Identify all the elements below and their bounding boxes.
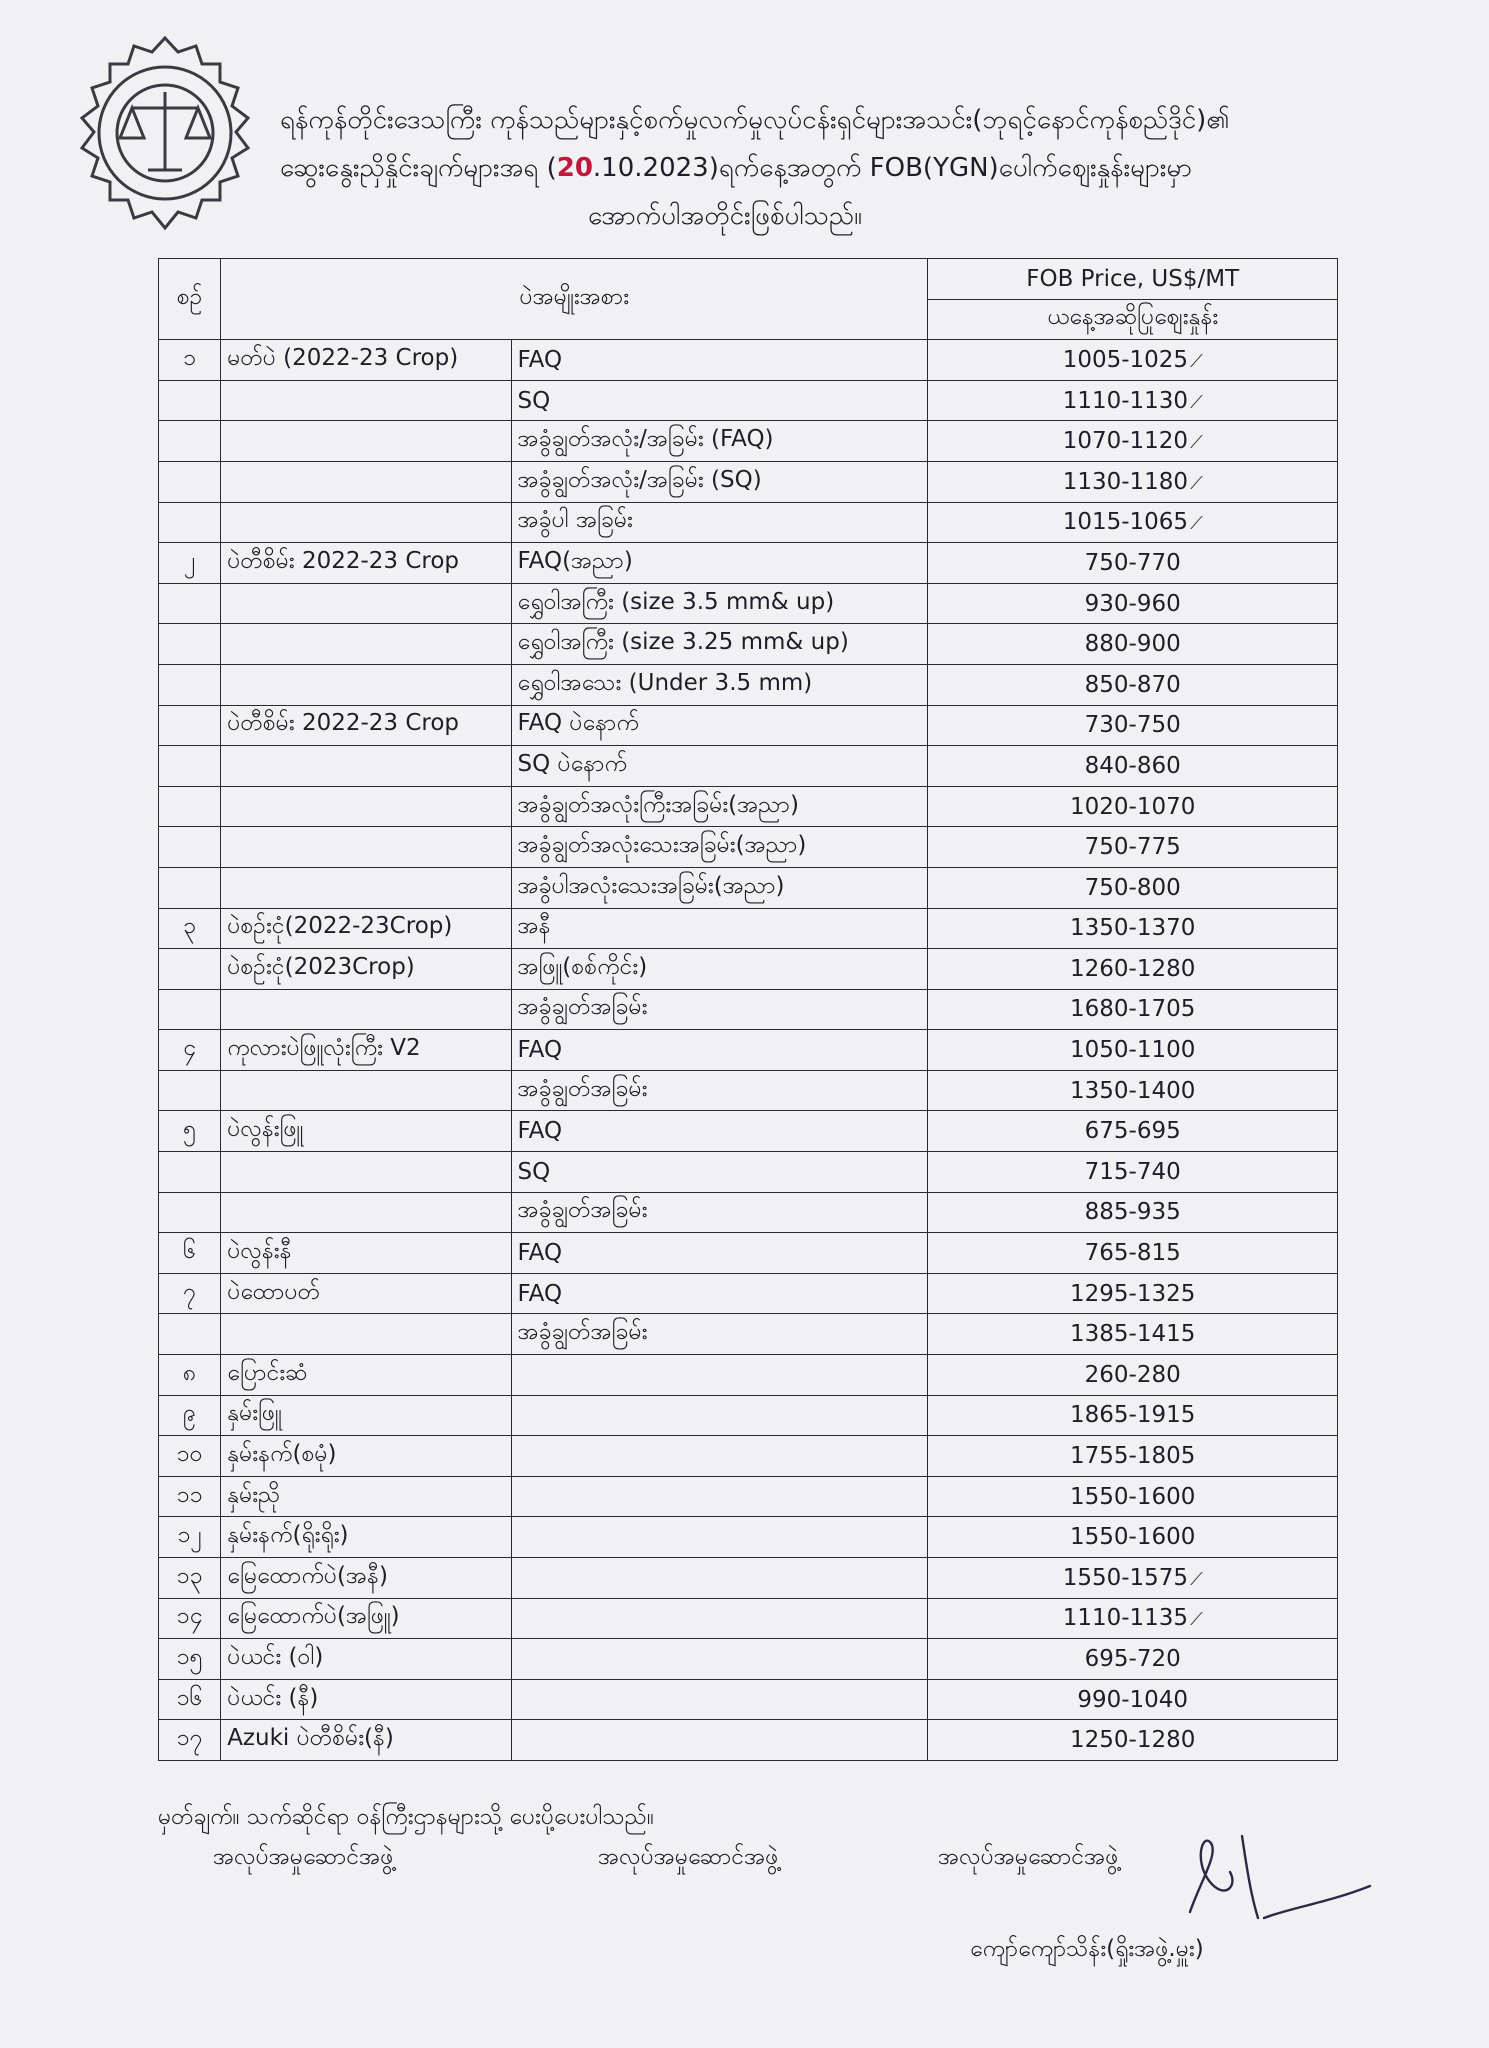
row-item (221, 867, 511, 908)
row-number (159, 1355, 221, 1396)
row-price (928, 380, 1338, 421)
row-item (221, 1598, 511, 1639)
heading-line-2 (280, 144, 1360, 192)
row-item (221, 1395, 511, 1436)
row-grade-text: SQ ပဲနောက် (517, 750, 628, 777)
table-row (159, 1395, 1338, 1436)
row-price-text: 765-815 (1084, 1240, 1181, 1267)
table-row (159, 1314, 1338, 1355)
row-item (221, 1152, 511, 1193)
row-price-text: 840-860 (1084, 752, 1181, 779)
signatory-committee-1: အလုပ်အမှုဆောင်အဖွဲ့ (213, 1844, 394, 1870)
table-row (159, 949, 1338, 990)
row-item (221, 1030, 511, 1071)
table-row (159, 624, 1338, 665)
table-row (159, 583, 1338, 624)
table-row (159, 827, 1338, 868)
row-price (928, 1314, 1338, 1355)
row-item-text: နှမ်းနက်(စမုံ) (227, 1441, 337, 1468)
row-price (928, 502, 1338, 543)
row-number-text: ၁၃ (176, 1562, 203, 1589)
row-price (928, 1192, 1338, 1233)
row-price (928, 1720, 1338, 1761)
row-number (159, 1517, 221, 1558)
row-price (928, 989, 1338, 1030)
table-row (159, 1720, 1338, 1761)
row-item-text: ပဲတီစိမ်း 2022-23 Crop (227, 547, 460, 574)
row-price (928, 1436, 1338, 1477)
row-grade (511, 1355, 928, 1396)
row-price-text: 990-1040 (1077, 1686, 1189, 1713)
row-grade (511, 1273, 928, 1314)
row-grade (511, 1111, 928, 1152)
row-price-text: 1260-1280 (1070, 955, 1196, 982)
heading-line-2-prefix: ဆွေးနွေးညှိနှိုင်းချက်များအရ ( (280, 153, 557, 183)
row-item (221, 786, 511, 827)
row-item (221, 908, 511, 949)
row-grade-text: အနီ (517, 913, 551, 940)
row-grade (511, 1679, 928, 1720)
row-price (928, 1558, 1338, 1599)
row-price (928, 1030, 1338, 1071)
row-number (159, 1233, 221, 1274)
row-price (928, 1395, 1338, 1436)
table-row (159, 1598, 1338, 1639)
table-row (159, 543, 1338, 584)
row-price (928, 1598, 1338, 1639)
table-header-row (159, 259, 1338, 300)
check-tick-icon: ⟋ (1190, 513, 1203, 535)
row-grade-text: FAQ (517, 346, 563, 373)
row-item (221, 421, 511, 462)
row-price-text: 1550-1600 (1070, 1524, 1196, 1551)
row-price (928, 1233, 1338, 1274)
row-grade (511, 1598, 928, 1639)
row-number-text: ၁၆ (176, 1684, 203, 1711)
row-item-text: နှမ်းနက်(ရိုးရိုး) (227, 1522, 349, 1549)
row-grade (511, 1314, 928, 1355)
row-price-text: 1350-1370 (1070, 915, 1196, 942)
row-item (221, 949, 511, 990)
row-price-text: 1350-1400 (1070, 1077, 1196, 1104)
row-item-text: ကုလားပဲဖြူလုံးကြီး V2 (227, 1035, 421, 1062)
document-heading (280, 96, 1360, 240)
row-price-text: 750-775 (1084, 834, 1181, 861)
row-grade-text: FAQ (517, 1118, 563, 1145)
row-price (928, 746, 1338, 787)
row-price-text: 1130-1180 (1062, 468, 1189, 495)
row-number (159, 1273, 221, 1314)
row-grade (511, 989, 928, 1030)
row-number (159, 421, 221, 462)
row-item (221, 1436, 511, 1477)
row-price (928, 624, 1338, 665)
row-price-text: 1295-1325 (1070, 1280, 1196, 1307)
row-item-text: ပဲစဉ်းငုံ(2022-23Crop) (227, 913, 453, 940)
signatory-committee-2: အလုပ်အမှုဆောင်အဖွဲ့ (598, 1844, 779, 1870)
row-number-text: ၁၂ (177, 1522, 202, 1549)
row-number (159, 1720, 221, 1761)
row-price (928, 664, 1338, 705)
row-price (928, 1517, 1338, 1558)
row-number-text: ၄ (183, 1035, 197, 1062)
table-row (159, 340, 1338, 381)
row-item-text: ပြောင်းဆံ (227, 1359, 308, 1386)
row-number-text: ၁၅ (176, 1643, 203, 1670)
table-row (159, 1639, 1338, 1680)
row-grade (511, 746, 928, 787)
row-number (159, 502, 221, 543)
row-item (221, 1192, 511, 1233)
row-number (159, 908, 221, 949)
row-price (928, 949, 1338, 990)
row-grade (511, 1720, 928, 1761)
row-price (928, 583, 1338, 624)
row-grade (511, 543, 928, 584)
row-grade (511, 340, 928, 381)
row-price-text: 1110-1135 (1062, 1605, 1189, 1632)
row-item-text: မြေထောက်ပဲ(အနီ) (227, 1562, 388, 1589)
row-grade (511, 1030, 928, 1071)
row-price (928, 1070, 1338, 1111)
row-item (221, 543, 511, 584)
row-item (221, 1111, 511, 1152)
table-row (159, 1436, 1338, 1477)
row-item (221, 1233, 511, 1274)
row-grade-text: အခွံချွတ်အလုံးသေးအခြမ်း(အညာ) (517, 832, 807, 859)
row-grade-text: SQ (517, 1158, 551, 1185)
row-number-text: ၃ (183, 913, 197, 940)
row-price (928, 421, 1338, 462)
row-grade-text: FAQ (517, 1240, 563, 1267)
row-item (221, 1517, 511, 1558)
row-price-text: 1050-1100 (1070, 1037, 1196, 1064)
row-price (928, 1679, 1338, 1720)
col-header-no: စဉ် (159, 259, 221, 340)
check-tick-icon: ⟋ (1190, 391, 1203, 413)
row-item (221, 1314, 511, 1355)
table-row (159, 1192, 1338, 1233)
row-number-text: ၅ (183, 1116, 197, 1143)
row-number (159, 1152, 221, 1193)
row-price (928, 1273, 1338, 1314)
row-grade (511, 1476, 928, 1517)
row-number-text: ၁၄ (176, 1603, 203, 1630)
row-number (159, 1558, 221, 1599)
row-number (159, 746, 221, 787)
table-row (159, 1070, 1338, 1111)
table-row (159, 1152, 1338, 1193)
row-item-text: ပဲလွန်းနီ (227, 1238, 292, 1265)
row-price-text: 885-935 (1084, 1199, 1181, 1226)
row-item-text: ပဲယင်း (နီ) (227, 1684, 319, 1711)
row-item (221, 461, 511, 502)
row-number (159, 583, 221, 624)
row-price-text: 1250-1280 (1070, 1727, 1196, 1754)
row-grade (511, 1192, 928, 1233)
col-header-price-sub: ယနေ့အဆိုပြုဈေးနှုန်း (928, 299, 1338, 340)
row-price-text: 1110-1130 (1062, 387, 1189, 414)
row-number (159, 1639, 221, 1680)
table-row (159, 421, 1338, 462)
association-seal-icon (60, 30, 270, 240)
row-number (159, 1030, 221, 1071)
row-price-text: 260-280 (1084, 1361, 1181, 1388)
row-price-text: 1020-1070 (1070, 793, 1196, 820)
row-price (928, 908, 1338, 949)
row-grade-text: အခွံချွတ်အခြမ်း (517, 1075, 648, 1102)
row-price-text: 1550-1600 (1070, 1483, 1196, 1510)
row-grade (511, 1152, 928, 1193)
price-table (158, 258, 1338, 1761)
row-grade (511, 583, 928, 624)
row-price-text: 1865-1915 (1070, 1402, 1196, 1429)
chairman-name: ကျော်ကျော်သိန်း(ရှိုးအဖွဲ့.မှူး) (970, 1936, 1204, 1962)
signatory-committee-3: အလုပ်အမှုဆောင်အဖွဲ့ (938, 1844, 1119, 1870)
row-price (928, 461, 1338, 502)
table-row (159, 461, 1338, 502)
table-row (159, 1233, 1338, 1274)
row-number (159, 867, 221, 908)
row-price-text: 930-960 (1084, 590, 1181, 617)
row-item (221, 340, 511, 381)
table-row (159, 1517, 1338, 1558)
row-grade (511, 1558, 928, 1599)
row-grade-text: FAQ (517, 1280, 563, 1307)
row-number (159, 1679, 221, 1720)
row-item (221, 1639, 511, 1680)
row-grade-text: အခွံချွတ်အလုံး/အခြမ်း (SQ) (517, 466, 762, 493)
check-tick-icon: ⟋ (1190, 472, 1203, 494)
row-grade-text: FAQ(အညာ) (517, 547, 633, 574)
row-item-text: နှမ်းဖြူ (227, 1400, 282, 1427)
heading-date-mark: 20 (556, 153, 593, 183)
row-grade (511, 1233, 928, 1274)
row-number-text: ၁ (183, 344, 197, 371)
row-grade-text: ရွှေဝါအကြီး (size 3.5 mm& up) (517, 588, 835, 615)
row-number (159, 543, 221, 584)
row-number (159, 1598, 221, 1639)
row-price (928, 827, 1338, 868)
row-price-text: 1550-1575 (1062, 1564, 1189, 1591)
row-number (159, 461, 221, 502)
row-price (928, 1355, 1338, 1396)
row-grade-text: အခွံပါအလုံးသေးအခြမ်း(အညာ) (517, 872, 785, 899)
row-number (159, 949, 221, 990)
row-price (928, 1152, 1338, 1193)
row-number (159, 786, 221, 827)
row-price-text: 750-800 (1084, 874, 1181, 901)
row-number (159, 1395, 221, 1436)
row-item (221, 746, 511, 787)
row-price (928, 867, 1338, 908)
row-item (221, 1070, 511, 1111)
col-header-price: FOB Price, US$/MT (928, 259, 1338, 300)
row-number-text: ၁၁ (176, 1481, 203, 1508)
row-grade (511, 421, 928, 462)
row-grade (511, 502, 928, 543)
col-header-item: ပဲအမျိုးအစား (221, 259, 928, 340)
row-grade-text: အခွံချွတ်အခြမ်း (517, 994, 648, 1021)
row-price-text: 1005-1025 (1062, 346, 1189, 373)
row-item-text: ပဲယင်း (ဝါ) (227, 1643, 324, 1670)
row-grade (511, 1517, 928, 1558)
row-price-text: 850-870 (1084, 671, 1181, 698)
row-grade (511, 705, 928, 746)
row-grade-text: SQ (517, 387, 551, 414)
table-row (159, 1679, 1338, 1720)
table-row (159, 746, 1338, 787)
row-item (221, 1558, 511, 1599)
row-number (159, 380, 221, 421)
table-row (159, 380, 1338, 421)
row-item-text: မတ်ပဲ (2022-23 Crop) (227, 344, 459, 371)
row-grade-text: အခွံပါ အခြမ်း (517, 507, 633, 534)
row-price-text: 675-695 (1084, 1118, 1181, 1145)
row-item (221, 989, 511, 1030)
row-number (159, 1070, 221, 1111)
row-price-text: 1070-1120 (1062, 428, 1189, 455)
row-item (221, 664, 511, 705)
price-table-body (159, 340, 1338, 1761)
row-item-text: ပဲတီစိမ်း 2022-23 Crop (227, 710, 460, 737)
row-grade-text: အခွံချွတ်အခြမ်း (517, 1197, 648, 1224)
row-price-text: 1015-1065 (1062, 509, 1189, 536)
row-number-text: ၉ (183, 1400, 197, 1427)
row-item (221, 1273, 511, 1314)
row-number (159, 664, 221, 705)
row-item (221, 827, 511, 868)
row-number (159, 989, 221, 1030)
row-number (159, 1111, 221, 1152)
row-item (221, 583, 511, 624)
row-price-text: 750-770 (1084, 549, 1181, 576)
row-grade-text: အဖြူ(စစ်ကိုင်း) (517, 953, 648, 980)
row-item-text: ပဲလွန်းဖြူ (227, 1116, 304, 1143)
row-number (159, 1314, 221, 1355)
row-number-text: ၈ (183, 1359, 197, 1386)
row-price-text: 695-720 (1084, 1645, 1181, 1672)
row-price (928, 786, 1338, 827)
row-number (159, 1192, 221, 1233)
row-price (928, 705, 1338, 746)
row-price (928, 1476, 1338, 1517)
row-grade (511, 1395, 928, 1436)
row-item (221, 1720, 511, 1761)
footer-note: မှတ်ချက်။ သက်ဆိုင်ရာ ဝန်ကြီးဌာနများသို့ ပေးပို့ပေးပါသည်။ (158, 1804, 654, 1830)
row-grade (511, 1070, 928, 1111)
row-grade (511, 827, 928, 868)
check-tick-icon: ⟋ (1190, 1609, 1203, 1631)
row-item-text: ပဲစဉ်းငုံ(2023Crop) (227, 953, 415, 980)
table-row (159, 1476, 1338, 1517)
heading-line-2-suffix: .10.2023)ရက်နေ့အတွက် FOB(YGN)ပေါက်ဈေးနှုန်းများမှာ (592, 153, 1192, 183)
row-price (928, 1111, 1338, 1152)
row-item (221, 1476, 511, 1517)
table-row (159, 1273, 1338, 1314)
row-item-text: နှမ်းညို (227, 1481, 281, 1508)
row-grade (511, 908, 928, 949)
heading-line-3: အောက်ပါအတိုင်းဖြစ်ပါသည်။ (588, 201, 862, 231)
row-number (159, 827, 221, 868)
row-price-text: 730-750 (1084, 712, 1181, 739)
row-grade (511, 1436, 928, 1477)
table-row (159, 1111, 1338, 1152)
table-row (159, 1355, 1338, 1396)
check-tick-icon: ⟋ (1190, 350, 1203, 372)
table-row (159, 989, 1338, 1030)
row-grade (511, 867, 928, 908)
handwritten-signature-icon (1180, 1822, 1380, 1932)
table-row (159, 705, 1338, 746)
row-price-text: 880-900 (1084, 631, 1181, 658)
row-number-text: ၇ (183, 1278, 197, 1305)
row-item-text: Azuki ပဲတီစိမ်း(နီ) (227, 1725, 394, 1752)
row-grade (511, 664, 928, 705)
row-grade-text: FAQ (517, 1037, 563, 1064)
row-price-text: 715-740 (1084, 1158, 1181, 1185)
row-grade-text: အခွံချွတ်အလုံးကြီးအခြမ်း(အညာ) (517, 791, 799, 818)
row-grade-text: အခွံချွတ်အလုံး/အခြမ်း (FAQ) (517, 426, 774, 453)
row-number-text: ၆ (183, 1238, 197, 1265)
check-tick-icon: ⟋ (1190, 1568, 1203, 1590)
row-grade (511, 624, 928, 665)
row-number (159, 340, 221, 381)
table-row (159, 502, 1338, 543)
table-row (159, 908, 1338, 949)
row-price (928, 340, 1338, 381)
row-number-text: ၁၀ (176, 1441, 203, 1468)
row-item-text: မြေထောက်ပဲ(အဖြူ) (227, 1603, 400, 1630)
row-price-text: 1385-1415 (1070, 1321, 1196, 1348)
row-grade (511, 786, 928, 827)
row-item-text: ပဲထောပတ် (227, 1278, 321, 1305)
row-item (221, 502, 511, 543)
row-number (159, 624, 221, 665)
row-price-text: 1680-1705 (1070, 996, 1196, 1023)
row-price (928, 543, 1338, 584)
row-number (159, 705, 221, 746)
row-price (928, 1639, 1338, 1680)
row-item (221, 1679, 511, 1720)
row-item (221, 380, 511, 421)
row-grade (511, 380, 928, 421)
row-item (221, 1355, 511, 1396)
row-number-text: ၂ (183, 547, 196, 574)
row-item (221, 624, 511, 665)
row-grade-text: ရွှေဝါအသေး (Under 3.5 mm) (517, 669, 813, 696)
row-grade (511, 949, 928, 990)
row-item (221, 705, 511, 746)
row-grade-text: အခွံချွတ်အခြမ်း (517, 1319, 648, 1346)
table-row (159, 664, 1338, 705)
row-number-text: ၁၇ (176, 1725, 203, 1752)
row-number (159, 1436, 221, 1477)
row-grade (511, 1639, 928, 1680)
row-grade (511, 461, 928, 502)
row-grade-text: ရွှေဝါအကြီး (size 3.25 mm& up) (517, 629, 849, 656)
table-row (159, 786, 1338, 827)
table-row (159, 1030, 1338, 1071)
heading-line-1: ရန်ကုန်တိုင်းဒေသကြီး ကုန်သည်များနှင့်စက်မှုလက်မှုလုပ်ငန်းရှင်များအသင်း(ဘုရင့်နောင်ကုန်စည်ဒိုင်)၏ (280, 105, 1230, 135)
table-row (159, 1558, 1338, 1599)
check-tick-icon: ⟋ (1190, 432, 1203, 454)
row-grade-text: FAQ ပဲနောက် (517, 710, 639, 737)
row-number (159, 1476, 221, 1517)
table-row (159, 867, 1338, 908)
row-price-text: 1755-1805 (1070, 1443, 1196, 1470)
